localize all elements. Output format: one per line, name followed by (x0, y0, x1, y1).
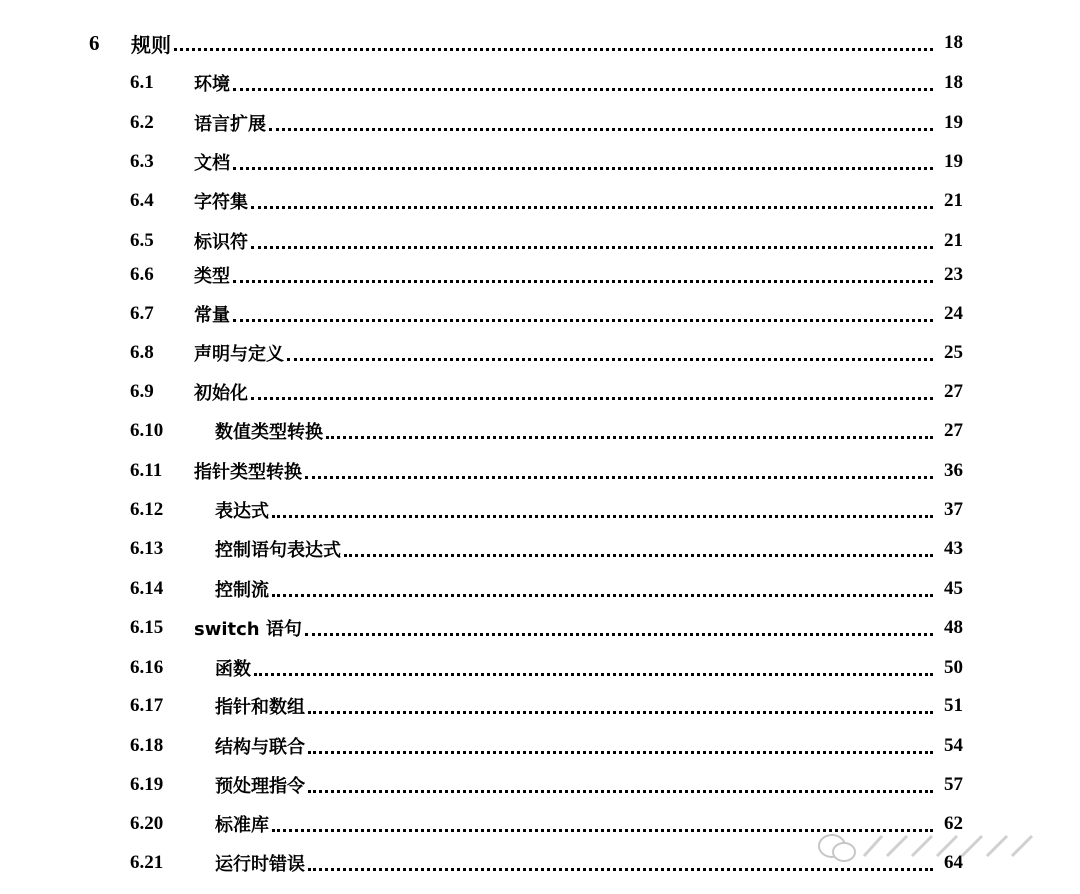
section-number: 6.7 (130, 303, 154, 324)
toc-entry[interactable] (0, 260, 1080, 290)
section-number: 6 (89, 30, 100, 55)
section-title: 规则 (131, 32, 171, 57)
toc-entry[interactable] (0, 377, 1080, 407)
page-number: 23 (944, 264, 963, 285)
dot-leader (308, 751, 933, 754)
section-number: 6.16 (130, 657, 164, 678)
page-number: 57 (944, 774, 963, 795)
section-title: 标准库 (215, 815, 269, 836)
page-number: 21 (944, 230, 963, 251)
toc-entry[interactable] (0, 534, 1080, 564)
dot-leader (272, 594, 933, 597)
dot-leader (174, 48, 933, 51)
page-number: 24 (944, 303, 963, 324)
page-number: 25 (944, 342, 963, 363)
section-title: switch 语句 (194, 619, 302, 640)
dot-leader (251, 206, 933, 209)
section-number: 6.12 (130, 499, 164, 520)
page-number: 36 (944, 460, 963, 481)
page-number: 50 (944, 657, 963, 678)
section-title: 指针和数组 (215, 697, 305, 718)
section-number: 6.13 (130, 538, 164, 559)
toc-entry[interactable] (0, 613, 1080, 643)
section-title: 初始化 (194, 383, 248, 404)
section-title: 控制语句表达式 (215, 540, 341, 561)
dot-leader (305, 633, 933, 636)
section-number: 6.20 (130, 813, 164, 834)
dot-leader (251, 397, 933, 400)
page-number: 62 (944, 813, 963, 834)
section-title: 运行时错误 (215, 854, 305, 875)
page-number: 19 (944, 151, 963, 172)
section-number: 6.21 (130, 852, 164, 873)
toc-entry[interactable] (0, 338, 1080, 368)
section-title: 环境 (194, 74, 230, 95)
dot-leader (233, 167, 933, 170)
dot-leader (308, 790, 933, 793)
toc-entry[interactable] (0, 416, 1080, 446)
section-number: 6.10 (130, 420, 164, 441)
section-number: 6.3 (130, 151, 154, 172)
section-number: 6.2 (130, 112, 154, 133)
page-number: 48 (944, 617, 963, 638)
section-title: 标识符 (194, 232, 248, 253)
section-number: 6.19 (130, 774, 164, 795)
toc-entry[interactable] (0, 68, 1080, 98)
dot-leader (251, 246, 933, 249)
section-title: 数值类型转换 (215, 422, 323, 443)
page-number: 27 (944, 420, 963, 441)
toc-entry[interactable] (0, 653, 1080, 683)
page-number: 27 (944, 381, 963, 402)
toc-entry[interactable] (0, 108, 1080, 138)
section-title: 函数 (215, 659, 251, 680)
page-number: 51 (944, 695, 963, 716)
section-number: 6.4 (130, 190, 154, 211)
section-title: 控制流 (215, 580, 269, 601)
page-number: 54 (944, 735, 963, 756)
section-number: 6.11 (130, 460, 163, 481)
toc-entry[interactable] (0, 691, 1080, 721)
section-number: 6.5 (130, 230, 154, 251)
section-number: 6.15 (130, 617, 164, 638)
section-title: 常量 (194, 305, 230, 326)
section-title: 指针类型转换 (194, 462, 302, 483)
wechat-watermark-icon (812, 826, 1042, 866)
page-number: 64 (944, 852, 963, 873)
page-number: 43 (944, 538, 963, 559)
toc-entry[interactable] (0, 456, 1080, 486)
section-number: 6.6 (130, 264, 154, 285)
dot-leader (233, 88, 933, 91)
section-title: 声明与定义 (194, 344, 284, 365)
page-number: 45 (944, 578, 963, 599)
dot-leader (254, 673, 933, 676)
section-number: 6.9 (130, 381, 154, 402)
dot-leader (305, 476, 933, 479)
section-title: 结构与联合 (215, 737, 305, 758)
page-number: 21 (944, 190, 963, 211)
page-number: 19 (944, 112, 963, 133)
toc-entry[interactable] (0, 186, 1080, 216)
page-number: 37 (944, 499, 963, 520)
section-title: 类型 (194, 266, 230, 287)
dot-leader (233, 319, 933, 322)
toc-entry[interactable] (0, 226, 1080, 256)
section-number: 6.18 (130, 735, 164, 756)
section-title: 文档 (194, 153, 230, 174)
dot-leader (233, 280, 933, 283)
dot-leader (326, 436, 933, 439)
page-number: 18 (944, 72, 963, 93)
dot-leader (308, 711, 933, 714)
dot-leader (269, 128, 933, 131)
toc-entry[interactable] (0, 731, 1080, 761)
section-number: 6.17 (130, 695, 164, 716)
dot-leader (344, 554, 933, 557)
section-number: 6.14 (130, 578, 164, 599)
section-title: 语言扩展 (194, 114, 266, 135)
toc-entry[interactable] (0, 770, 1080, 800)
toc-entry[interactable] (0, 147, 1080, 177)
section-number: 6.1 (130, 72, 154, 93)
dot-leader (287, 358, 933, 361)
section-title: 字符集 (194, 192, 248, 213)
toc-entry[interactable] (0, 299, 1080, 329)
dot-leader (272, 515, 933, 518)
section-title: 表达式 (215, 501, 269, 522)
toc-entry[interactable] (0, 574, 1080, 604)
section-number: 6.8 (130, 342, 154, 363)
toc-entry[interactable] (0, 28, 1080, 58)
section-title: 预处理指令 (215, 776, 305, 797)
page-number: 18 (944, 32, 963, 53)
dot-leader (308, 868, 933, 871)
toc-entry[interactable] (0, 495, 1080, 525)
